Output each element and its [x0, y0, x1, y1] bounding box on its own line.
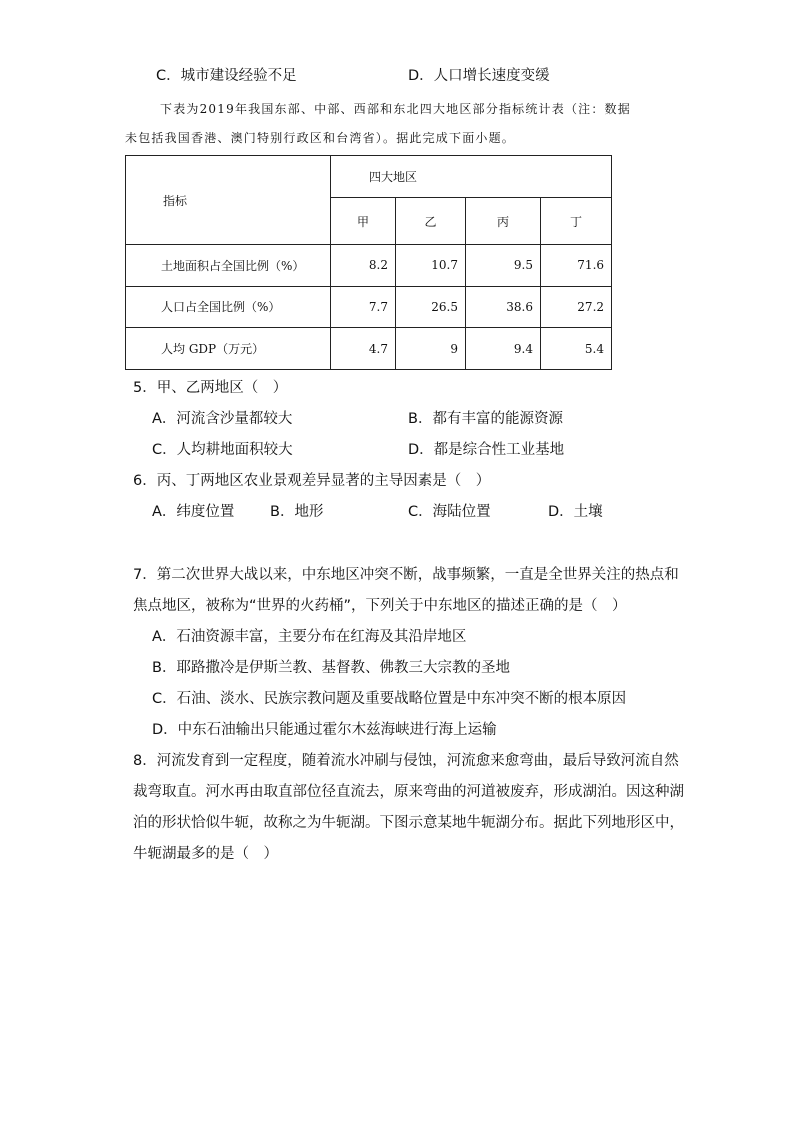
- column-header-bing: 丙: [466, 198, 541, 245]
- question-7-stem-line-2: 焦点地区，被称为“世界的火药桶”，下列关于中东地区的描述正确的是（ ）: [133, 598, 627, 614]
- q7-option-d: D．中东石油输出只能通过霍尔木兹海峡进行海上运输: [152, 722, 497, 738]
- q7-option-b: B．耶路撒冷是伊斯兰教、基督教、佛教三大宗教的圣地: [152, 660, 510, 676]
- row-label-land-area: 土地面积占全国比例（%）: [126, 245, 331, 287]
- q7-option-a: A．石油资源丰富，主要分布在红海及其沿岸地区: [152, 629, 467, 645]
- table-cell: 9: [396, 328, 466, 370]
- row-label-gdp-per-capita: 人均 GDP（万元）: [126, 328, 331, 370]
- table-cell: 71.6: [541, 245, 612, 287]
- q6-option-d: D．土壤: [548, 504, 603, 520]
- column-header-yi: 乙: [396, 198, 466, 245]
- statistics-table: [125, 155, 612, 370]
- table-intro-line-1: 下表为2019年我国东部、中部、西部和东北四大地区部分指标统计表（注：数据: [160, 102, 631, 116]
- q6-option-c: C．海陆位置: [408, 504, 491, 520]
- q6-option-a: A．纬度位置: [152, 504, 235, 520]
- table-cell: 9.4: [466, 328, 541, 370]
- q7-option-c: C．石油、淡水、民族宗教问题及重要战略位置是中东冲突不断的根本原因: [152, 691, 627, 707]
- q5-option-a: A．河流含沙量都较大: [152, 411, 293, 427]
- question-8-line-3: 泊的形状恰似牛轭，故称之为牛轭湖。下图示意某地牛轭湖分布。据此下列地形区中，: [133, 815, 684, 831]
- table-header-regions: 四大地区: [331, 156, 612, 198]
- question-8-line-4: 牛轭湖最多的是（ ）: [133, 846, 278, 862]
- table-cell: 26.5: [396, 286, 466, 328]
- q5-option-d: D．都是综合性工业基地: [408, 442, 565, 458]
- table-row: [126, 286, 612, 328]
- column-header-ding: 丁: [541, 198, 612, 245]
- table-cell: 8.2: [331, 245, 396, 287]
- table-row: [126, 328, 612, 370]
- question-6-stem: 6．丙、丁两地区农业景观差异显著的主导因素是（ ）: [133, 473, 491, 489]
- q5-option-b: B．都有丰富的能源资源: [408, 411, 563, 427]
- table-row: [126, 245, 612, 287]
- question-5-stem: 5．甲、乙两地区（ ）: [133, 380, 288, 396]
- q4-option-d: D．人口增长速度变缓: [408, 68, 550, 84]
- table-cell: 10.7: [396, 245, 466, 287]
- question-7-stem-line-1: 7．第二次世界大战以来，中东地区冲突不断，战事频繁，一直是全世界关注的热点和: [133, 567, 679, 583]
- question-8-line-2: 裁弯取直。河水再由取直部位径直流去，原来弯曲的河道被废弃，形成湖泊。因这种湖: [133, 784, 684, 800]
- table-cell: 27.2: [541, 286, 612, 328]
- column-header-jia: 甲: [331, 198, 396, 245]
- table-intro-line-2: 未包括我国香港、澳门特别行政区和台湾省）。据此完成下面小题。: [125, 131, 516, 145]
- table-cell: 38.6: [466, 286, 541, 328]
- q4-option-c: C．城市建设经验不足: [156, 68, 297, 84]
- q6-option-b: B．地形: [270, 504, 324, 520]
- table-cell: 7.7: [331, 286, 396, 328]
- table-cell: 4.7: [331, 328, 396, 370]
- table-cell: 5.4: [541, 328, 612, 370]
- row-label-population: 人口占全国比例（%）: [126, 286, 331, 328]
- q5-option-c: C．人均耕地面积较大: [152, 442, 293, 458]
- question-8-line-1: 8．河流发育到一定程度，随着流水冲刷与侵蚀，河流愈来愈弯曲，最后导致河流自然: [133, 753, 679, 769]
- table-cell: 9.5: [466, 245, 541, 287]
- table-header-index: 指标: [126, 156, 331, 245]
